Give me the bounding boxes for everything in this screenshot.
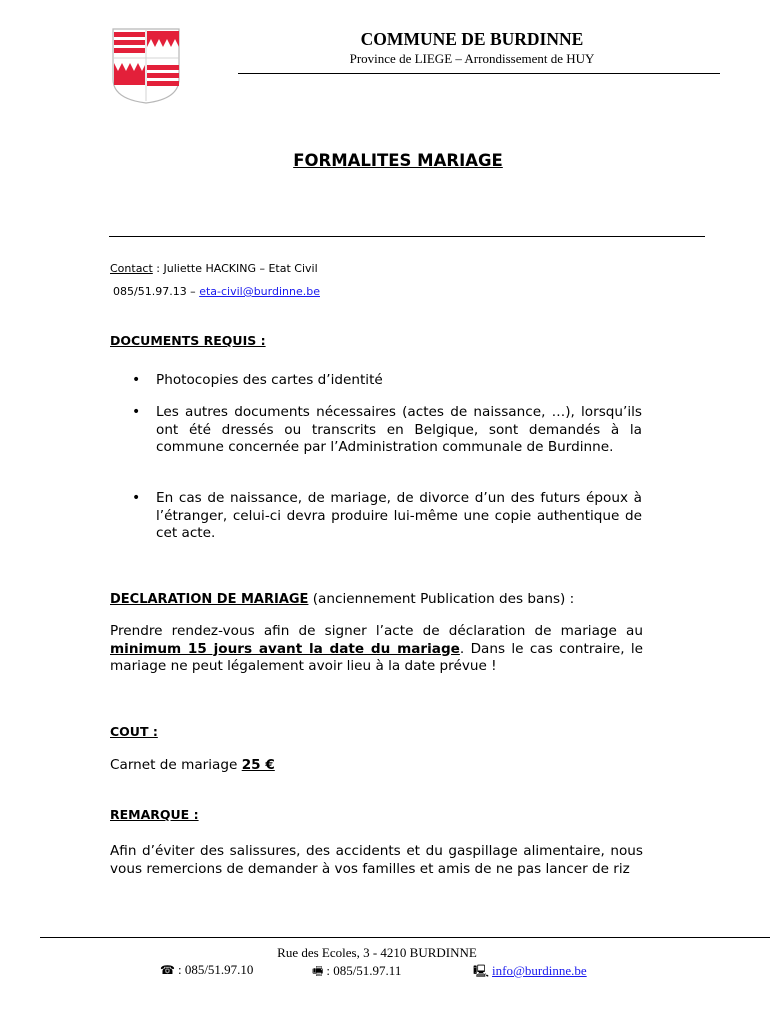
document-item: En cas de naissance, de mariage, de divorce d’un des futurs époux à l’étranger, celui-ci devra produire lui-même une copie authentique de cet acte. [156, 490, 642, 541]
cost-label: Carnet de mariage [110, 757, 242, 773]
page-title: FORMALITES MARIAGE [293, 151, 503, 170]
province-line: Province de LIEGE – Arrondissement de HUY [349, 51, 595, 66]
document-item: Photocopies des cartes d’identité [156, 372, 383, 388]
contact-label: Contact [110, 262, 153, 275]
declaration-heading-note: (anciennement Publication des bans) : [308, 591, 575, 607]
contact-phone: 085/51.97.13 – [113, 285, 200, 298]
documents-heading: DOCUMENTS REQUIS : [110, 333, 266, 348]
cost-heading: COUT : [110, 724, 158, 739]
contact-email-link[interactable]: eta-civil@burdinne.be [199, 285, 320, 298]
cost-amount: 25 € [241, 757, 275, 773]
contact-separator: : [152, 262, 164, 275]
footer-address: Rue des Ecoles, 3 - 4210 BURDINNE [277, 945, 477, 960]
bullet-icon: • [132, 490, 141, 506]
footer-email-link[interactable]: info@burdinne.be [492, 963, 587, 978]
remark-heading: REMARQUE : [110, 807, 199, 822]
footer-tel-number: : 085/51.97.10 [177, 962, 254, 977]
document-item: Les autres documents nécessaires (actes de naissance, …), lorsqu’ils ont été dressés ou transcrits en Belgique, sont demandés à la commune concernée par l’Administration communale de Burdinne. [156, 404, 642, 455]
declaration-heading: DECLARATION DE MARIAGE [110, 592, 309, 607]
cost-line [110, 757, 275, 775]
declaration-text-after: . Dans le cas contraire, le mariage ne peut légalement avoir lieu à la date prévue ! [110, 640, 643, 674]
fax-icon: 🖷 [312, 964, 324, 978]
contact-line [110, 262, 318, 275]
bullet-icon: • [132, 404, 141, 420]
declaration-heading-line [110, 591, 650, 609]
coat-of-arms-logo [111, 27, 181, 105]
declaration-paragraph [110, 623, 643, 676]
contact-phone-line [113, 285, 320, 298]
remark-paragraph: Afin d’éviter des salissures, des accidents et du gaspillage alimentaire, nous vous remercions de demander à vos familles et amis de ne pas lancer de riz [110, 843, 643, 877]
commune-name: COMMUNE DE BURDINNE [360, 29, 584, 49]
declaration-emphasis: minimum 15 jours avant la date du mariage [110, 640, 460, 657]
footer-mail [473, 962, 587, 983]
contact-person: Juliette HACKING – Etat Civil [163, 262, 318, 275]
header-divider [238, 73, 720, 74]
declaration-text-before: Prendre rendez-vous afin de signer l’acte de déclaration de mariage au [110, 623, 643, 639]
footer-fax [312, 962, 401, 983]
telephone-icon: ☎ [160, 963, 175, 977]
computer-icon: 🖳 [473, 964, 490, 978]
bullet-icon: • [132, 372, 141, 388]
title-divider [109, 236, 705, 237]
footer-divider [40, 937, 770, 938]
footer-tel [160, 962, 253, 978]
footer-fax-number: : 085/51.97.11 [326, 963, 402, 978]
